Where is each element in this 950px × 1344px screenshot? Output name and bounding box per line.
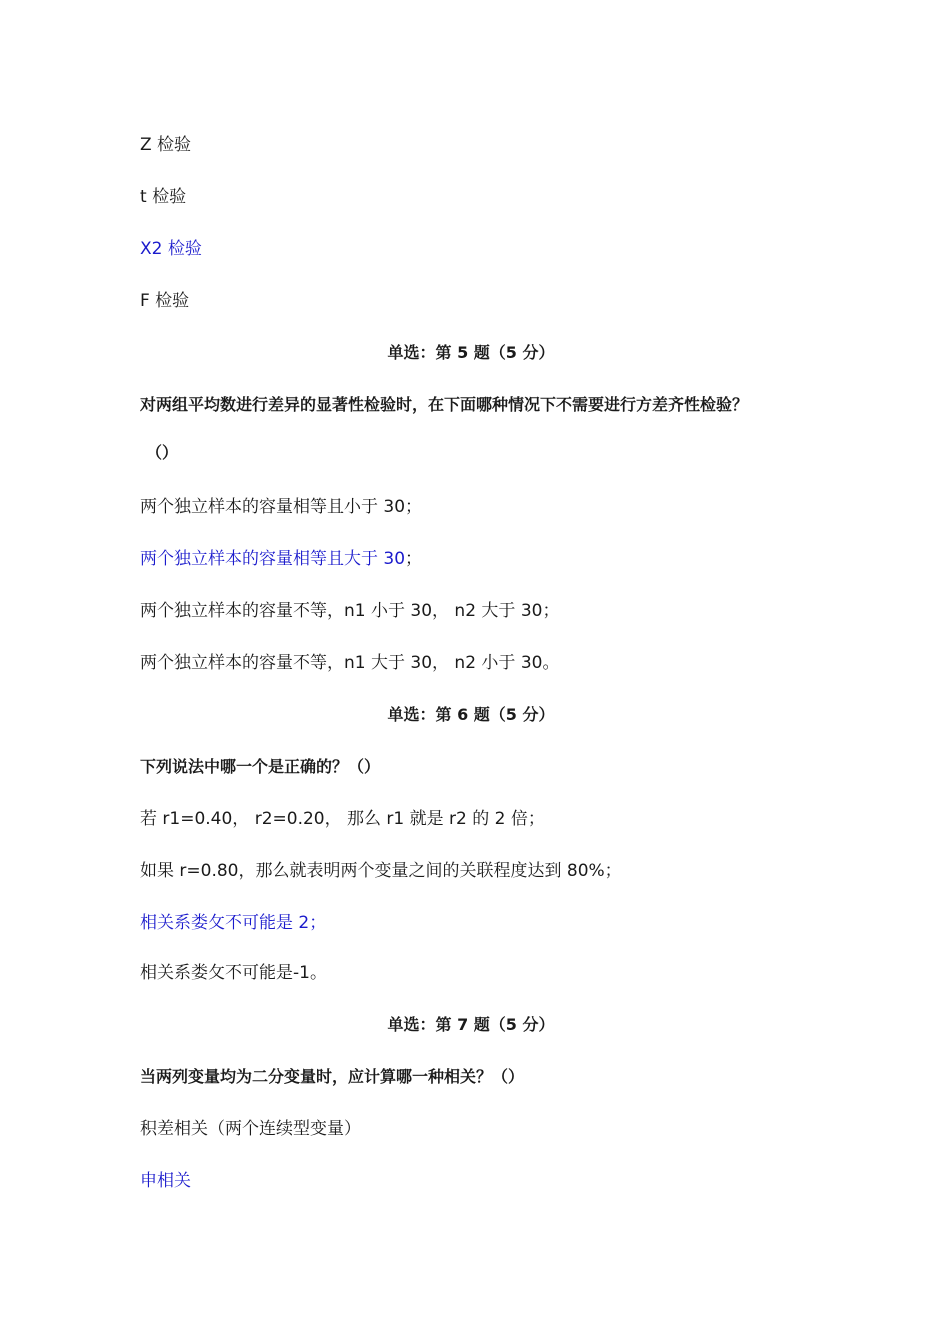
question-5-heading: 单选：第 5 题（5 分） — [387, 343, 555, 362]
question-6-heading: 单选：第 6 题（5 分） — [387, 705, 555, 724]
q7-option-a: 积差相关（两个连续型变量） — [140, 1119, 361, 1139]
question-5-text: 对两组平均数进行差异的显著性检验时，在下面哪种情况下不需要进行方差齐性检验？ — [140, 395, 749, 414]
q6-option-a: 若 r1=0.40， r2=0.20， 那么 r1 就是 r2 的 2 倍； — [140, 809, 545, 829]
question-7-text: 当两列变量均为二分变量时，应计算哪一种相关？（） — [140, 1067, 525, 1086]
option-f-test: F 检验 — [140, 291, 190, 311]
q5-answer-text: 两个独立样本的容量相等且大于 30 — [140, 549, 406, 569]
q5-option-a: 两个独立样本的容量相等且小于 30； — [140, 497, 423, 517]
option-t-test: t 检验 — [140, 187, 187, 207]
q6-option-d: 相关系娄攵不可能是-1。 — [140, 963, 327, 983]
option-z-test: Z 检验 — [140, 135, 192, 155]
q5-option-c: 两个独立样本的容量不等，n1 小于 30， n2 大于 30； — [140, 601, 560, 621]
question-7-heading: 单选：第 7 题（5 分） — [387, 1015, 555, 1034]
q5-option-b — [140, 548, 422, 570]
answer-chi-square-test: X2 检验 — [140, 239, 202, 259]
q7-answer: 申相关 — [140, 1171, 191, 1191]
question-6-text: 下列说法中哪一个是正确的？（） — [140, 757, 381, 776]
q5-option-d: 两个独立样本的容量不等，n1 大于 30， n2 小于 30。 — [140, 653, 560, 673]
q6-answer: 相关系娄攵不可能是 2； — [140, 913, 327, 933]
question-5-blank: （） — [146, 443, 179, 462]
q5-answer-suffix: ； — [405, 549, 423, 569]
q6-option-b: 如果 r=0.80，那么就表明两个变量之间的关联程度达到 80%； — [140, 861, 622, 881]
